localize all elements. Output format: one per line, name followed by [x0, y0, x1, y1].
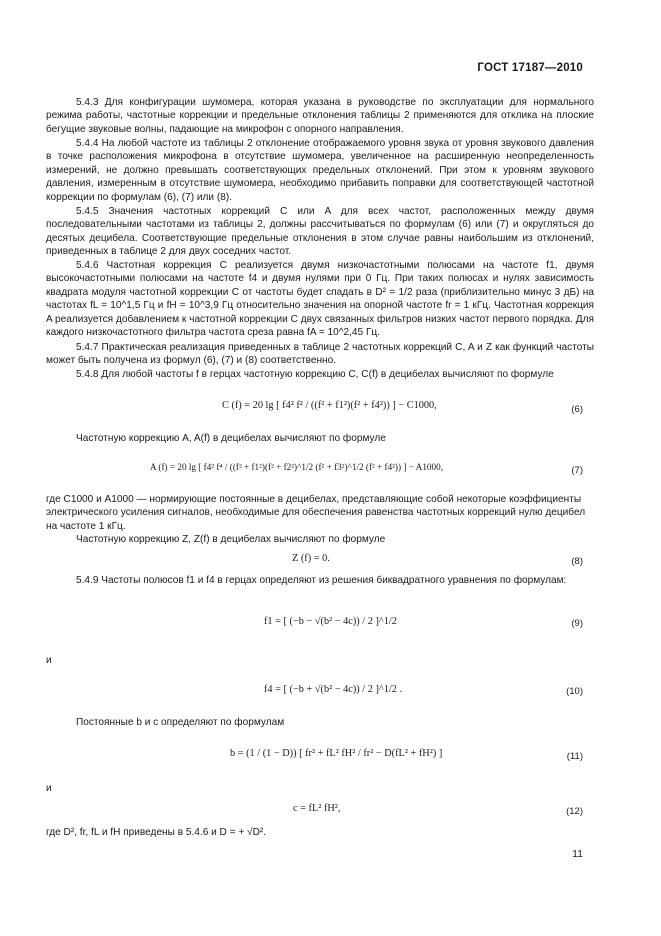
- equation-number: (6): [571, 404, 583, 415]
- where-note-symbols: [46, 826, 594, 839]
- paragraph-text: Частотную коррекцию A, A(f) в децибелах вычисляют по формуле: [76, 433, 386, 444]
- equation-9: f1 = [ (−b − √(b² − 4c)) / 2 ]^1/2: [264, 616, 397, 627]
- equation-12: c = fL² fH²,: [293, 803, 341, 814]
- bc-constants-intro: [46, 716, 594, 729]
- paragraph-text: где D², fr, fL и fH приведены в 5.4.6 и D = + √D².: [46, 827, 267, 838]
- equation-10: f4 = [ (−b + √(b² − 4c)) / 2 ]^1/2 .: [264, 684, 403, 695]
- paragraph-5-4-6: [46, 259, 594, 339]
- paragraph-text: 5.4.9 Частоты полюсов f1 и f4 в герцах определяют из решения биквадратного уравнения по формулам:: [76, 575, 567, 586]
- paragraph-5-4-7: [46, 341, 594, 368]
- paragraph-5-4-8: [46, 368, 594, 381]
- paragraph-text: Постоянные b и c определяют по формулам: [76, 717, 285, 728]
- paragraph-text: Частотную коррекцию Z, Z(f) в децибелах вычисляют по формуле: [76, 534, 386, 545]
- equation-number: (8): [571, 556, 583, 567]
- equation-number: (7): [571, 465, 583, 476]
- paragraph-text: 5.4.3 Для конфигурации шумомера, которая указана в руководстве по эксплуатации для нормального режима работы, частотные коррекции и предельные отклонения таблицы 2 применяются для отклика на плоские бегущие звуковые волны, падающие на микрофон с опорного направления.: [46, 97, 594, 135]
- where-note-normalizing-constants: [46, 493, 594, 533]
- equation-11: b = (1 / (1 − D)) [ fr² + fL² fH² / fr² − D(fL² + fH²) ]: [230, 748, 443, 759]
- standard-header: ГОСТ 17187—2010: [477, 62, 583, 74]
- equation-number: (12): [566, 806, 583, 817]
- paragraph-text: 5.4.4 На любой частоте из таблицы 2 отклонение отображаемого уровня звука от уровня звукового давления в точке расположения микрофона в отсутствие шумомера, увеличенное на расширенную неопределенность измерений, не должно превышать соответствующих предельных отклонений. При этом к уровням звукового давления, измеренным в отсутствие шумомера, необходимо прибавить поправки для соответствующей частотной коррекции по формулам (6), (7) или (8).: [46, 138, 594, 203]
- equation-number: (10): [566, 686, 583, 697]
- equation-number: (11): [566, 751, 583, 762]
- a-correction-intro: [46, 432, 594, 445]
- equation-7: A (f) = 20 lg [ f4² f⁴ / ((f² + f1²)(f² + f2²)^1/2 (f² + f3²)^1/2 (f² + f4²)) ] − A1000,: [150, 462, 443, 472]
- paragraph-5-4-9: [46, 574, 594, 587]
- z-correction-intro: [46, 533, 594, 546]
- paragraph-5-4-4: [46, 137, 594, 204]
- equation-number: (9): [571, 618, 583, 629]
- paragraph-text: 5.4.8 Для любой частоты f в герцах частотную коррекцию C, C(f) в децибелах вычисляют по формуле: [76, 369, 554, 380]
- page-number: 11: [572, 848, 583, 860]
- equation-8: Z (f) = 0.: [292, 553, 330, 564]
- paragraph-5-4-5: [46, 205, 594, 259]
- paragraph-5-4-3: [46, 96, 594, 136]
- paragraph-text: где C1000 и A1000 — нормирующие постоянные в децибелах, представляющие собой некоторые коэффициенты электрического усиления сигналов, необходимые для обеспечения равенства частотных коррекций нулю децибел на частоте 1 кГц.: [46, 494, 586, 532]
- paragraph-text: 5.4.5 Значения частотных коррекций C или A для всех частот, расположенных между двумя последовательными частотами из таблицы 2, должны рассчитываться по формулам (6) или (7) и округляться до десятых децибела. Соответствующие предельные отклонения в этом случае равны наибольшим из отклонений, приведенных в таблице 2 для двух соседних частот.: [46, 206, 594, 258]
- paragraph-text: 5.4.6 Частотная коррекция C реализуется двумя низкочастотными полюсами на частоте f1, двумя высокочастотными полюсами на частоте f4 и двумя нулями при 0 Гц. При таких полюсах и нулях зависимость квадрата модуля частотной коррекции C от частоты будет спадать в D² = 1/2 раза (приблизительно минус 3 дБ) на частотах fL = 10^1,5 Гц и fH = 10^3,9 Гц относительно значения на опорной частоте fr = 1 кГц. Частотная коррекция A реализуется добавлением к частотной коррекции C двух связанных фильтров низких частот первого порядка. Для каждого низкочастотного фильтра частота среза равна fA = 10^2,45 Гц.: [46, 260, 594, 339]
- conjunction-and: и: [46, 783, 52, 794]
- conjunction-and: и: [46, 655, 52, 666]
- equation-6: C (f) = 20 lg [ f4² f² / ((f² + f1²)(f² + f4²)) ] − C1000,: [222, 400, 437, 411]
- paragraph-text: 5.4.7 Практическая реализация приведенных в таблице 2 частотных коррекций C, A и Z как функций частоты может быть получена из формул (6), (7) и (8) соответственно.: [46, 342, 594, 367]
